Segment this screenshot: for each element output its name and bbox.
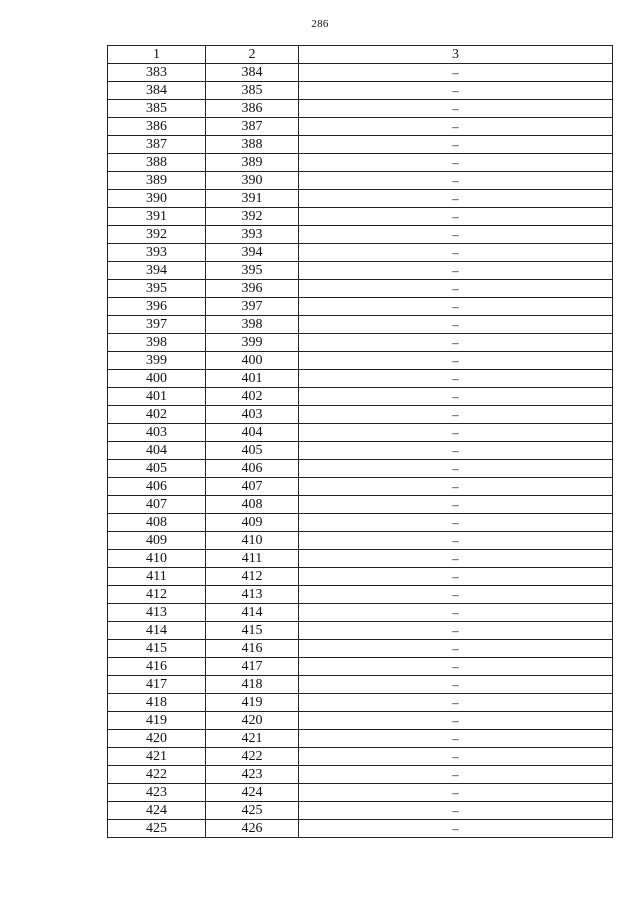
table-row [108,784,613,802]
table-cell-col-3: – [299,118,613,136]
table-cell-col-1: 396 [108,298,206,316]
table-cell-col-2: 393 [206,226,299,244]
table-row [108,64,613,82]
table-cell-col-2: 416 [206,640,299,658]
table-cell-col-1: 392 [108,226,206,244]
table-cell-col-1: 400 [108,370,206,388]
table-row [108,100,613,118]
table-cell-col-1: 407 [108,496,206,514]
table-cell-col-2: 426 [206,820,299,838]
table-cell-col-1: 412 [108,586,206,604]
table-row [108,406,613,424]
table-row [108,586,613,604]
table-row [108,712,613,730]
table-cell-col-3: – [299,694,613,712]
table-cell-col-3: – [299,514,613,532]
table-row [108,352,613,370]
table-cell-col-2: 408 [206,496,299,514]
table-cell-col-1: 393 [108,244,206,262]
table-cell-col-3: – [299,136,613,154]
table-cell-col-3: – [299,640,613,658]
table-cell-col-1: 388 [108,154,206,172]
table-row [108,658,613,676]
table-cell-col-1: 402 [108,406,206,424]
table-row [108,568,613,586]
table-cell-col-3: – [299,298,613,316]
table-cell-col-3: – [299,748,613,766]
table-row [108,460,613,478]
table-cell-col-2: 412 [206,568,299,586]
table-cell-col-2: 414 [206,604,299,622]
table-cell-col-2: 392 [206,208,299,226]
table-cell-col-2: 415 [206,622,299,640]
table-cell-col-2: 391 [206,190,299,208]
table-cell-col-3: – [299,370,613,388]
table-cell-col-1: 394 [108,262,206,280]
table-cell-col-3: – [299,100,613,118]
table-cell-col-2: 384 [206,64,299,82]
table-cell-col-1: 421 [108,748,206,766]
table-cell-col-2: 425 [206,802,299,820]
table-cell-col-1: 415 [108,640,206,658]
table-cell-col-3: – [299,352,613,370]
table-cell-col-1: 399 [108,352,206,370]
table-cell-col-1: 411 [108,568,206,586]
table-cell-col-3: – [299,154,613,172]
table-cell-col-1: 403 [108,424,206,442]
table-row [108,442,613,460]
table-cell-col-1: 424 [108,802,206,820]
table-row [108,676,613,694]
table-row [108,190,613,208]
table-cell-col-3: – [299,568,613,586]
table-cell-col-3: – [299,586,613,604]
table-cell-col-1: 410 [108,550,206,568]
table-cell-col-3: – [299,388,613,406]
table-row [108,226,613,244]
table-cell-col-2: 406 [206,460,299,478]
table-cell-col-2: 405 [206,442,299,460]
table-cell-col-3: – [299,316,613,334]
table-row [108,316,613,334]
table-cell-col-3: – [299,604,613,622]
table-cell-col-1: 397 [108,316,206,334]
table-cell-col-2: 407 [206,478,299,496]
table-row [108,334,613,352]
table-cell-col-2: 398 [206,316,299,334]
table-row [108,694,613,712]
table-cell-col-1: 414 [108,622,206,640]
table-cell-col-3: – [299,658,613,676]
table-cell-col-1: 386 [108,118,206,136]
table-row [108,748,613,766]
table-row [108,550,613,568]
table-row [108,208,613,226]
table-row [108,136,613,154]
table-cell-col-3: – [299,802,613,820]
table-cell-col-2: 394 [206,244,299,262]
table-row [108,118,613,136]
table-cell-col-2: 421 [206,730,299,748]
table-cell-col-1: 401 [108,388,206,406]
table-cell-col-2: 395 [206,262,299,280]
table-row [108,388,613,406]
table-cell-col-1: 423 [108,784,206,802]
table-cell-col-3: – [299,442,613,460]
table-cell-col-1: 385 [108,100,206,118]
data-table [107,45,613,838]
table-cell-col-3: – [299,208,613,226]
table-cell-col-3: – [299,532,613,550]
table-cell-col-3: – [299,820,613,838]
table-cell-col-3: – [299,676,613,694]
table-cell-col-1: 398 [108,334,206,352]
table-cell-col-3: – [299,262,613,280]
table-cell-col-3: – [299,424,613,442]
table-row [108,802,613,820]
table-cell-col-1: 384 [108,82,206,100]
table-row [108,172,613,190]
table-cell-col-2: 417 [206,658,299,676]
table-row [108,370,613,388]
table-cell-col-2: 424 [206,784,299,802]
table-row [108,424,613,442]
table-row [108,820,613,838]
table-cell-col-1: 389 [108,172,206,190]
table-cell-col-3: – [299,730,613,748]
table-row [108,532,613,550]
table-cell-col-3: – [299,784,613,802]
table-cell-col-2: 389 [206,154,299,172]
table-cell-col-3: – [299,226,613,244]
table-row [108,730,613,748]
table-cell-col-3: – [299,550,613,568]
table-cell-col-3: – [299,622,613,640]
table-row [108,244,613,262]
table-row [108,640,613,658]
table-row [108,622,613,640]
table-cell-col-1: 425 [108,820,206,838]
table-cell-col-3: – [299,334,613,352]
table-cell-col-3: – [299,82,613,100]
table-cell-col-1: 420 [108,730,206,748]
table-cell-col-2: 409 [206,514,299,532]
table-cell-col-1: 413 [108,604,206,622]
column-header-1: 1 [108,46,206,64]
table-cell-col-2: 419 [206,694,299,712]
table-cell-col-2: 422 [206,748,299,766]
table-cell-col-2: 413 [206,586,299,604]
table-cell-col-1: 406 [108,478,206,496]
table-cell-col-2: 390 [206,172,299,190]
table-row [108,280,613,298]
table-cell-col-1: 405 [108,460,206,478]
table-cell-col-2: 400 [206,352,299,370]
table-cell-col-2: 404 [206,424,299,442]
table-cell-col-1: 416 [108,658,206,676]
table-cell-col-2: 388 [206,136,299,154]
table-cell-col-3: – [299,190,613,208]
table-cell-col-2: 420 [206,712,299,730]
table-cell-col-2: 397 [206,298,299,316]
table-body [108,64,613,838]
table-cell-col-1: 422 [108,766,206,784]
table-cell-col-1: 419 [108,712,206,730]
table-cell-col-3: – [299,766,613,784]
table-row [108,154,613,172]
table-cell-col-3: – [299,712,613,730]
table-row [108,766,613,784]
table-row [108,478,613,496]
table-cell-col-3: – [299,172,613,190]
table-cell-col-3: – [299,406,613,424]
table-cell-col-1: 418 [108,694,206,712]
table-cell-col-3: – [299,478,613,496]
table-cell-col-3: – [299,244,613,262]
table-cell-col-1: 383 [108,64,206,82]
table-cell-col-3: – [299,460,613,478]
table-cell-col-2: 402 [206,388,299,406]
table-cell-col-1: 395 [108,280,206,298]
table-cell-col-2: 396 [206,280,299,298]
table-cell-col-2: 403 [206,406,299,424]
table-cell-col-2: 410 [206,532,299,550]
table-row [108,514,613,532]
table-cell-col-2: 423 [206,766,299,784]
table-cell-col-2: 386 [206,100,299,118]
table-row [108,82,613,100]
column-header-2: 2 [206,46,299,64]
table-row [108,262,613,280]
table-cell-col-1: 409 [108,532,206,550]
table-row [108,604,613,622]
data-table-container [107,45,612,838]
table-cell-col-1: 417 [108,676,206,694]
table-cell-col-3: – [299,496,613,514]
table-cell-col-2: 387 [206,118,299,136]
page-number: 286 [311,18,329,30]
table-cell-col-1: 408 [108,514,206,532]
table-cell-col-2: 401 [206,370,299,388]
table-row [108,298,613,316]
table-cell-col-2: 411 [206,550,299,568]
table-row [108,496,613,514]
table-cell-col-2: 385 [206,82,299,100]
table-cell-col-2: 418 [206,676,299,694]
column-header-3: 3 [299,46,613,64]
table-cell-col-3: – [299,280,613,298]
table-cell-col-2: 399 [206,334,299,352]
table-cell-col-1: 391 [108,208,206,226]
table-header-row [108,46,613,64]
table-cell-col-1: 390 [108,190,206,208]
table-cell-col-1: 404 [108,442,206,460]
table-cell-col-3: – [299,64,613,82]
table-cell-col-1: 387 [108,136,206,154]
